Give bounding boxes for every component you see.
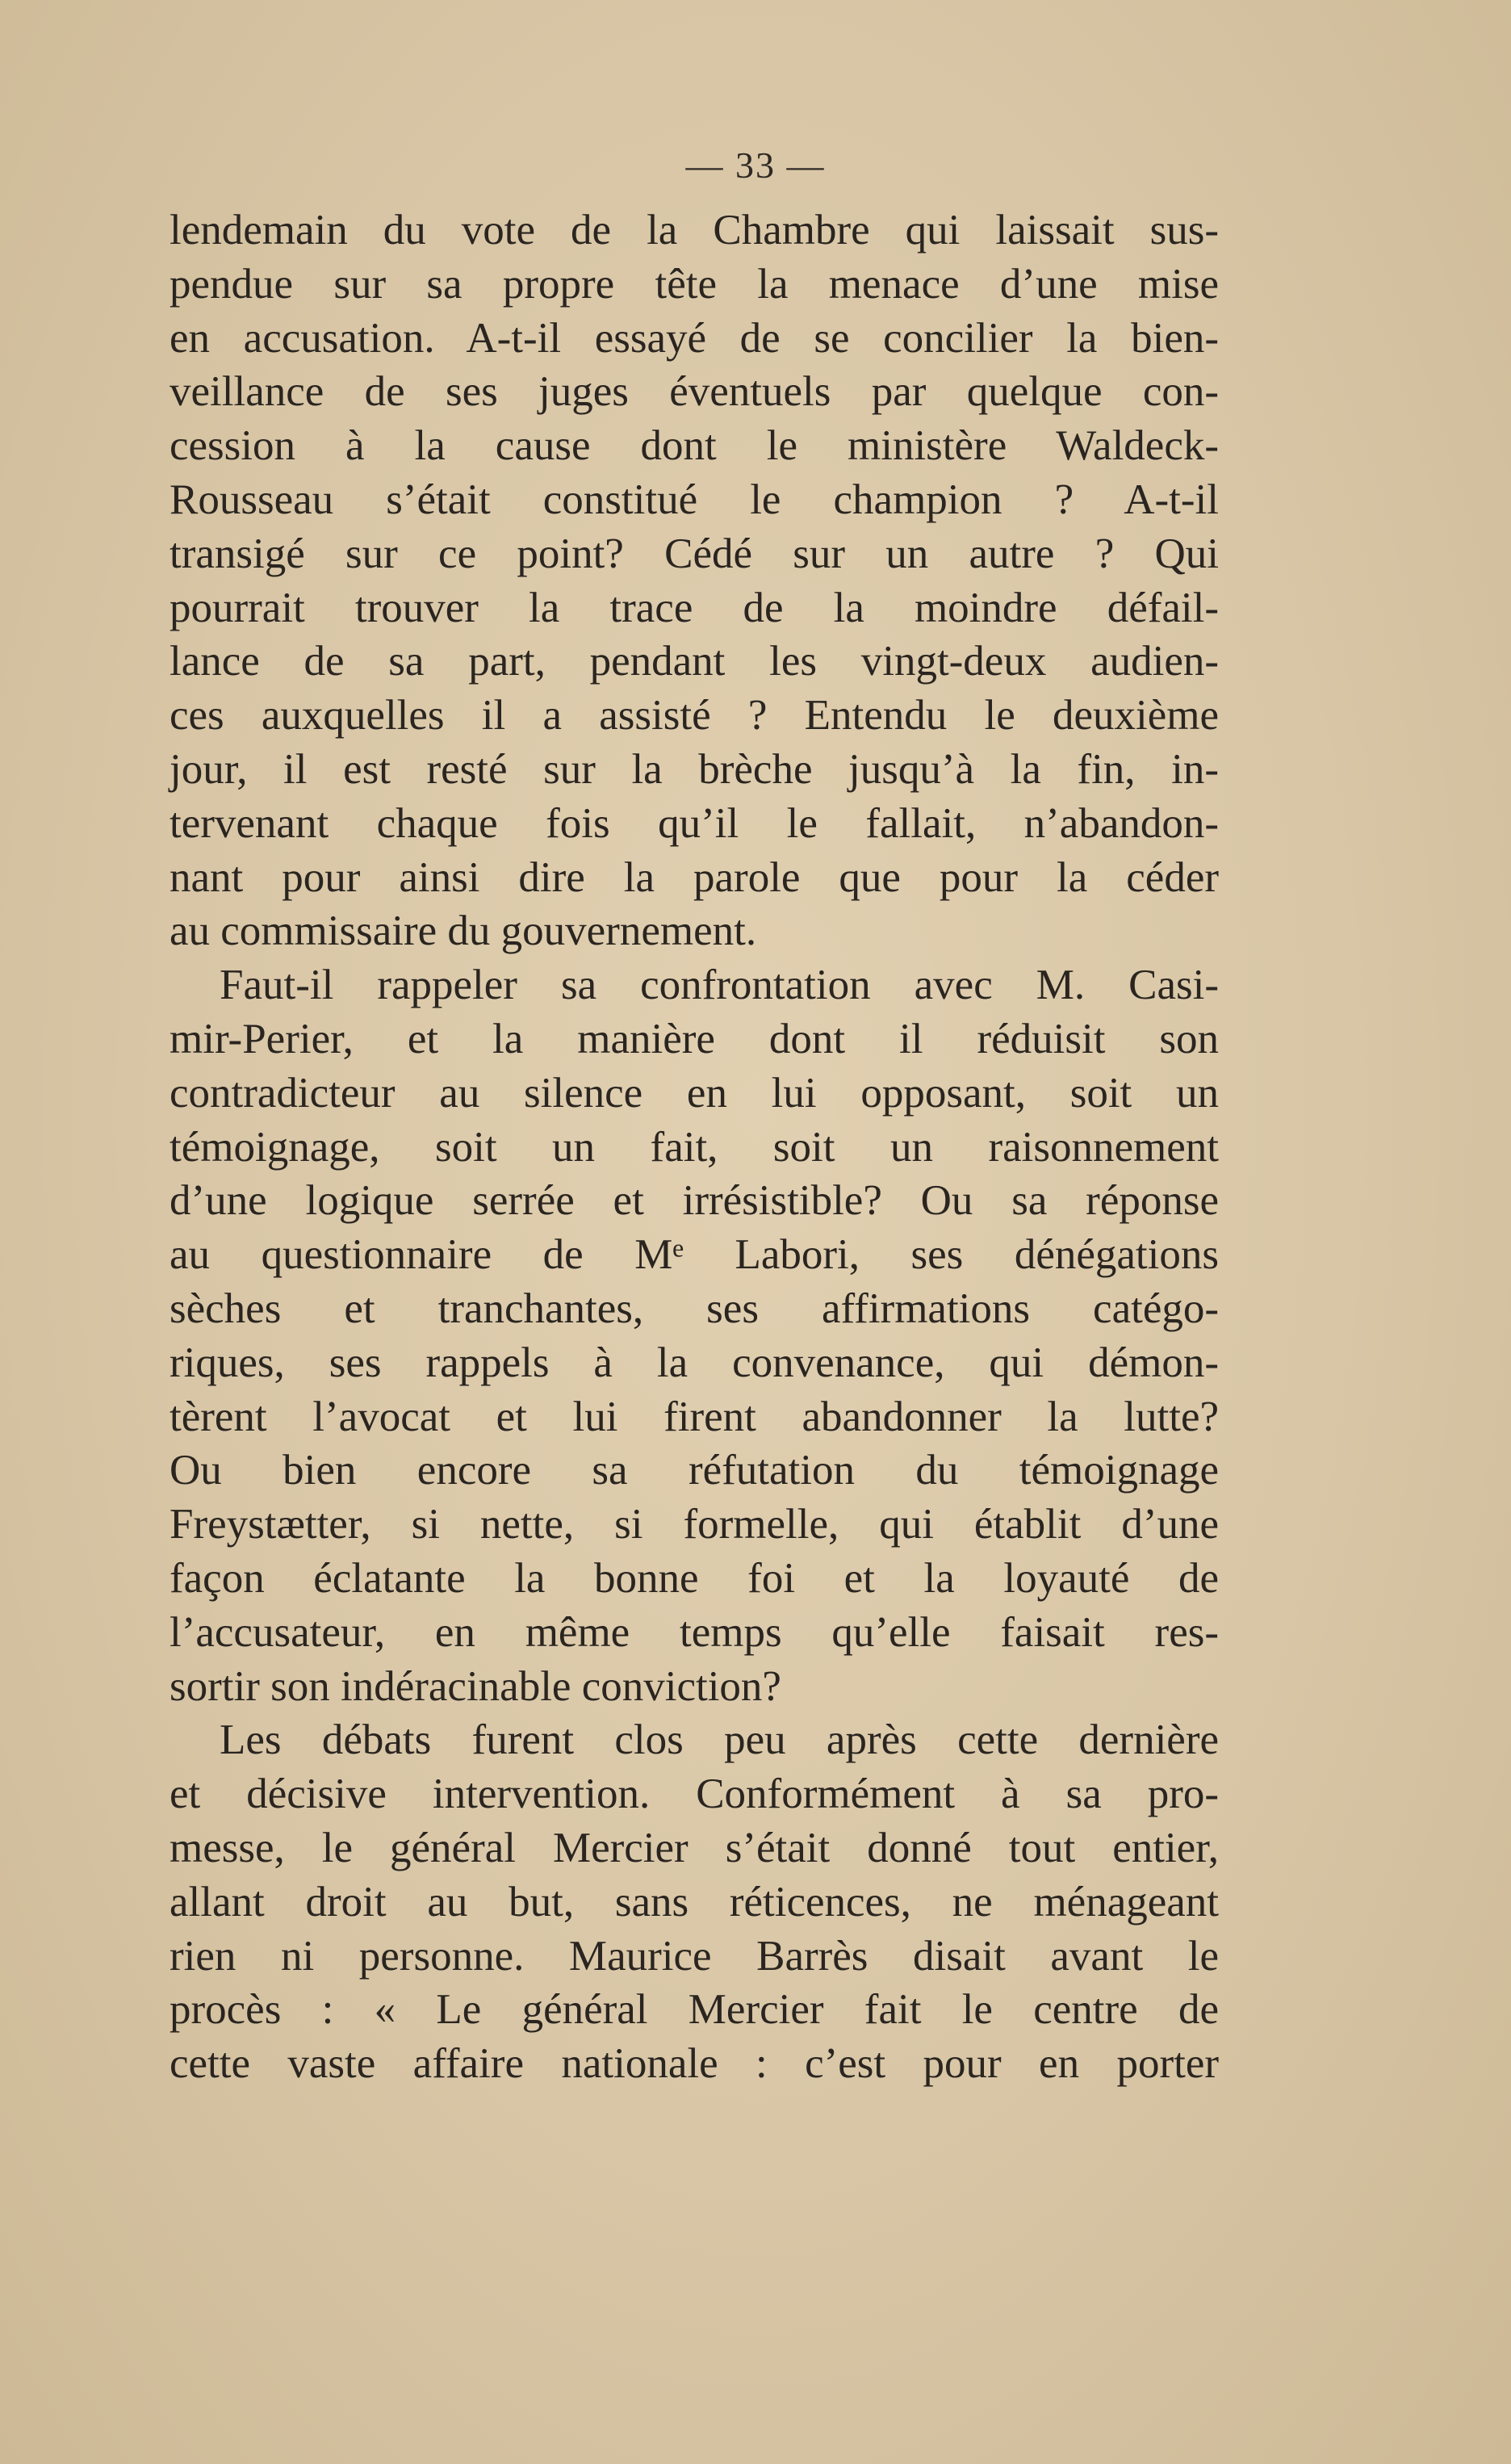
text-line: tèrent l’avocat et lui firent abandonner la lutte? [170, 1393, 1219, 1440]
text-line: pourrait trouver la trace de la moindre défail- [170, 584, 1219, 631]
text-line: mir-Perier, et la manière dont il réduisit son [170, 1015, 1219, 1062]
text-line: lance de sa part, pendant les vingt-deux audien- [170, 638, 1219, 685]
text-line: d’une logique serrée et irrésistible? Ou sa réponse [170, 1177, 1219, 1225]
text-line: Rousseau s’était constitué le champion ? A-t-il [170, 476, 1219, 523]
text-line: jour, il est resté sur la brèche jusqu’à la fin, in- [170, 745, 1219, 793]
text-line: lendemain du vote de la Chambre qui laissait sus- [170, 207, 1219, 254]
paragraph [170, 1713, 1219, 2091]
text-line: sortir son indéracinable conviction? [170, 1662, 781, 1710]
text-line: cette vaste affaire nationale : c’est pour en porter [170, 2040, 1219, 2088]
text-line: procès : « Le général Mercier fait le centre de [170, 1986, 1219, 2034]
text-line: au commissaire du gouvernement. [170, 907, 757, 955]
text-line: témoignage, soit un fait, soit un raisonnement [170, 1123, 1219, 1171]
text-line: messe, le général Mercier s’était donné tout entier, [170, 1824, 1219, 1871]
text-line: transigé sur ce point? Cédé sur un autre ? Qui [170, 530, 1219, 577]
body-text [170, 203, 1219, 2091]
text-line: Ou bien encore sa réfutation du témoignage [170, 1447, 1219, 1494]
text-line: et décisive intervention. Conformément à sa pro- [170, 1770, 1219, 1818]
text-line: l’accusateur, en même temps qu’elle faisait res- [170, 1608, 1219, 1656]
text-line: nant pour ainsi dire la parole que pour la céder [170, 853, 1219, 901]
text-line: rien ni personne. Maurice Barrès disait avant le [170, 1932, 1219, 1980]
text-line: riques, ses rappels à la convenance, qui démon- [170, 1339, 1219, 1386]
text-line: cession à la cause dont le ministère Waldeck- [170, 422, 1219, 470]
text-line: veillance de ses juges éventuels par quelque con- [170, 368, 1219, 416]
paragraph [170, 958, 1219, 1713]
text-line: sèches et tranchantes, ses affirmations catégo- [170, 1284, 1219, 1332]
text-line: Les débats furent clos peu après cette dernière [220, 1716, 1219, 1764]
text-line: Freystætter, si nette, si formelle, qui établit d’une [170, 1501, 1219, 1548]
text-line: contradicteur au silence en lui opposant, soit un [170, 1069, 1219, 1117]
text-line: ces auxquelles il a assisté ? Entendu le deuxième [170, 692, 1219, 740]
text-line: tervenant chaque fois qu’il le fallait, n’abandon- [170, 799, 1219, 847]
page-number: — 33 — [685, 145, 826, 186]
text-line: allant droit au but, sans réticences, ne ménageant [170, 1878, 1219, 1926]
text-line: au questionnaire de Mᵉ Labori, ses dénégations [170, 1231, 1219, 1279]
text-line: Faut-il rappeler sa confrontation avec M. Casi- [220, 962, 1219, 1009]
paragraph [170, 203, 1219, 958]
text-line: pendue sur sa propre tête la menace d’une mise [170, 260, 1219, 308]
text-line: en accusation. A-t-il essayé de se concilier la bien- [170, 314, 1219, 362]
text-line: façon éclatante la bonne foi et la loyauté de [170, 1554, 1219, 1602]
